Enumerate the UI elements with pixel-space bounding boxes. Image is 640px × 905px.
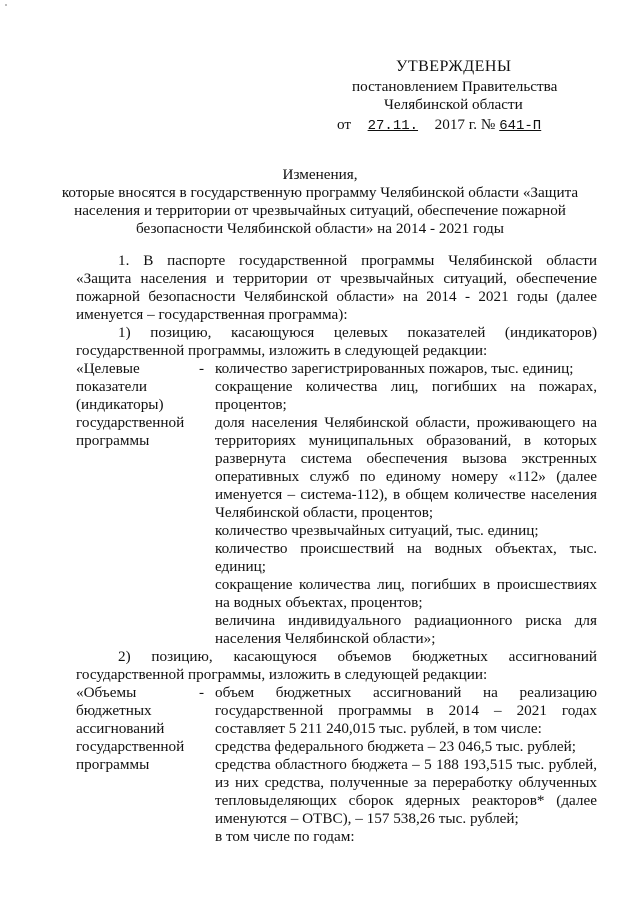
date-field (355, 116, 431, 135)
number-field (499, 116, 559, 135)
approval-title: УТВЕРЖДЕНЫ (396, 58, 512, 75)
item1-content-line: оперативных служб по единому номеру «112» (далее (215, 468, 597, 485)
item2-content-line: в том числе по годам: (215, 828, 355, 845)
heading-line-2: населения и территории от чрезвычайных ситуаций, обеспечение пожарной (74, 202, 566, 219)
year-number-label: 2017 г. № (434, 116, 496, 133)
item1-label-line: показатели (76, 378, 148, 395)
item1-content-line: количество зарегистрированных пожаров, тыс. единиц; (215, 360, 574, 377)
item2-content-line: государственной программы в 2014 – 2021 годах (215, 702, 597, 719)
item1-label-line: программы (76, 432, 150, 449)
item2-label-line: программы (76, 756, 150, 773)
date-value: 27.11. (367, 118, 419, 134)
item1-line-1: 1) позицию, касающуюся целевых показателей (индикаторов) (118, 324, 597, 341)
intro-line-1: 1. В паспорте государственной программы Челябинской области (118, 252, 597, 269)
intro-line-4: именуется – государственная программа): (76, 306, 348, 323)
item2-line-2: государственной программы, изложить в следующей редакции: (76, 666, 488, 683)
item2-label-line: государственной (76, 738, 185, 755)
item1-label-line: «Целевые (76, 360, 140, 377)
number-value: 641-П (499, 118, 542, 134)
item2-label-line: ассигнований (76, 720, 165, 737)
item1-content-line: доля населения Челябинской области, проживающего на (215, 414, 597, 431)
item2-line-1: 2) позицию, касающуюся объемов бюджетных ассигнований (118, 648, 597, 665)
item2-dash: - (199, 684, 205, 701)
item2-content-line: средства федерального бюджета – 23 046,5 тыс. рублей; (215, 738, 577, 755)
heading-line-3: безопасности Челябинской области» на 2014 - 2021 годы (136, 220, 504, 237)
item2-content-line: именуются – ОТВС), – 157 538,26 тыс. рублей; (215, 810, 519, 827)
item1-label-line: (индикаторы) (76, 396, 164, 413)
scan-speck (5, 4, 7, 6)
item1-content-line: именуется – система-112), в общем количестве населения (215, 486, 597, 503)
item1-content-line: развернута система обеспечения вызова экстренных (215, 450, 597, 467)
intro-line-2: «Защита населения и территории от чрезвычайных ситуаций, обеспечение (76, 270, 597, 287)
item2-content-line: из них средства, полученные за переработку облученных (215, 774, 597, 791)
item1-content-line: сокращение количества лиц, погибших на пожарах, (215, 378, 597, 395)
item1-content-line: населения Челябинской области»; (215, 630, 436, 647)
item1-content-line: процентов; (215, 396, 287, 413)
approval-date-line (337, 116, 559, 135)
approval-line-1: постановлением Правительства (352, 78, 558, 95)
item1-line-2: государственной программы, изложить в следующей редакции: (76, 342, 488, 359)
item1-content-line: количество происшествий на водных объектах, тыс. (215, 540, 597, 557)
item1-dash: - (199, 360, 205, 377)
item1-content-line: сокращение количества лиц, погибших в происшествиях (215, 576, 597, 593)
intro-line-3: пожарной безопасности Челябинской области» на 2014 - 2021 годы (далее (76, 288, 597, 305)
item1-content-line: территориях муниципальных образований, в которых (215, 432, 597, 449)
item2-content-line: тепловыделяющих сборок ядерных реакторов* (далее (215, 792, 597, 809)
item2-content-line: составляет 5 211 240,015 тыс. рублей, в том числе: (215, 720, 542, 737)
item2-label-line: «Объемы (76, 684, 137, 701)
item1-content-line: величина индивидуального радиационного риска для (215, 612, 597, 629)
item1-content-line: на водных объектах, процентов; (215, 594, 423, 611)
heading-line-1: которые вносятся в государственную программу Челябинской области «Защита (61, 184, 579, 201)
item1-content-line: количество чрезвычайных ситуаций, тыс. единиц; (215, 522, 539, 539)
heading-title: Изменения, (282, 166, 358, 183)
approval-line-2: Челябинской области (384, 96, 523, 113)
item1-content-line: Челябинской области, процентов; (215, 504, 434, 521)
item1-content-line: единиц; (215, 558, 266, 575)
item2-label-line: бюджетных (76, 702, 152, 719)
from-label: от (337, 116, 352, 133)
item2-content-line: средства областного бюджета – 5 188 193,515 тыс. рублей, (215, 756, 597, 773)
item2-content-line: объем бюджетных ассигнований на реализацию (215, 684, 597, 701)
item1-label-line: государственной (76, 414, 185, 431)
